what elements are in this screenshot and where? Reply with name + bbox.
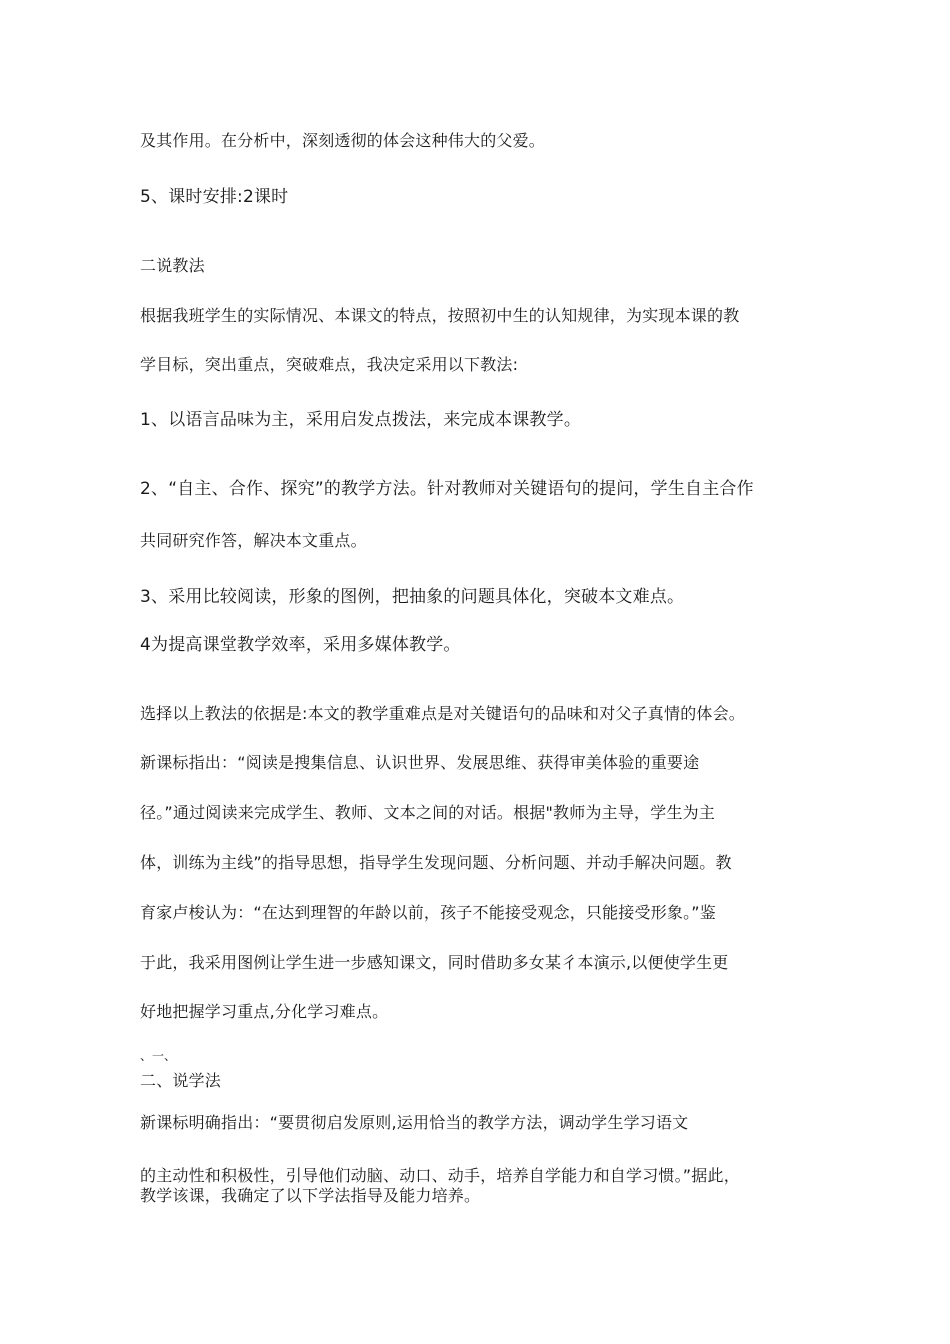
text-line: 径。”通过阅读来完成学生、教师、文本之间的对话。根据"教师为主导，学生为主 [140, 803, 716, 822]
stray-mark: 、一、 [140, 1049, 177, 1063]
text-line: 新课标指出：“阅读是搜集信息、认识世界、发展思维、获得审美体验的重要途 [140, 753, 700, 772]
text-line: 及其作用。在分析中，深刻透彻的体会这种伟大的父爱。 [140, 131, 546, 150]
list-item: 2、“自主、合作、探究”的教学方法。针对教师对关键语句的提问，学生自主合作 [140, 479, 754, 499]
class-hours-line: 5、课时安排:2课时 [140, 187, 289, 207]
text-line: 体，训练为主线”的指导思想，指导学生发现问题、分析问题、并动手解决问题。教 [140, 853, 732, 872]
text-line: 共同研究作答，解决本文重点。 [140, 531, 367, 550]
section-heading-learning-method: 二、说学法 [140, 1071, 222, 1090]
text-line: 好地把握学习重点,分化学习难点。 [140, 1002, 389, 1021]
list-item: 3、采用比较阅读，形象的图例，把抽象的问题具体化，突破本文难点。 [140, 587, 685, 607]
text-line: 根据我班学生的实际情况、本课文的特点，按照初中生的认知规律，为实现本课的教 [140, 306, 740, 325]
section-heading-teaching-method: 二说教法 [140, 256, 205, 275]
text-line: 的主动性和积极性，引导他们动脑、动口、动手，培养自学能力和自学习惯。”据此， [140, 1166, 740, 1185]
list-item: 1、以语言品味为主，采用启发点拨法，来完成本课教学。 [140, 410, 582, 430]
text-line: 育家卢梭认为：“在达到理智的年龄以前，孩子不能接受观念，只能接受形象。”鉴 [140, 903, 716, 922]
text-line: 学目标，突出重点，突破难点，我决定采用以下教法: [140, 355, 519, 374]
text-line: 新课标明确指出：“要贯彻启发原则,运用恰当的教学方法，调动学生学习语文 [140, 1113, 689, 1132]
list-item: 4为提高课堂教学效率，采用多媒体教学。 [140, 635, 461, 655]
text-line: 选择以上教法的依据是:本文的教学重难点是对关键语句的品味和对父子真情的体会。 [140, 704, 745, 723]
text-line: 教学该课，我确定了以下学法指导及能力培养。 [140, 1186, 481, 1205]
text-line: 于此，我采用图例让学生进一步感知课文，同时借助多女某彳本演示,以便使学生更 [140, 953, 729, 972]
